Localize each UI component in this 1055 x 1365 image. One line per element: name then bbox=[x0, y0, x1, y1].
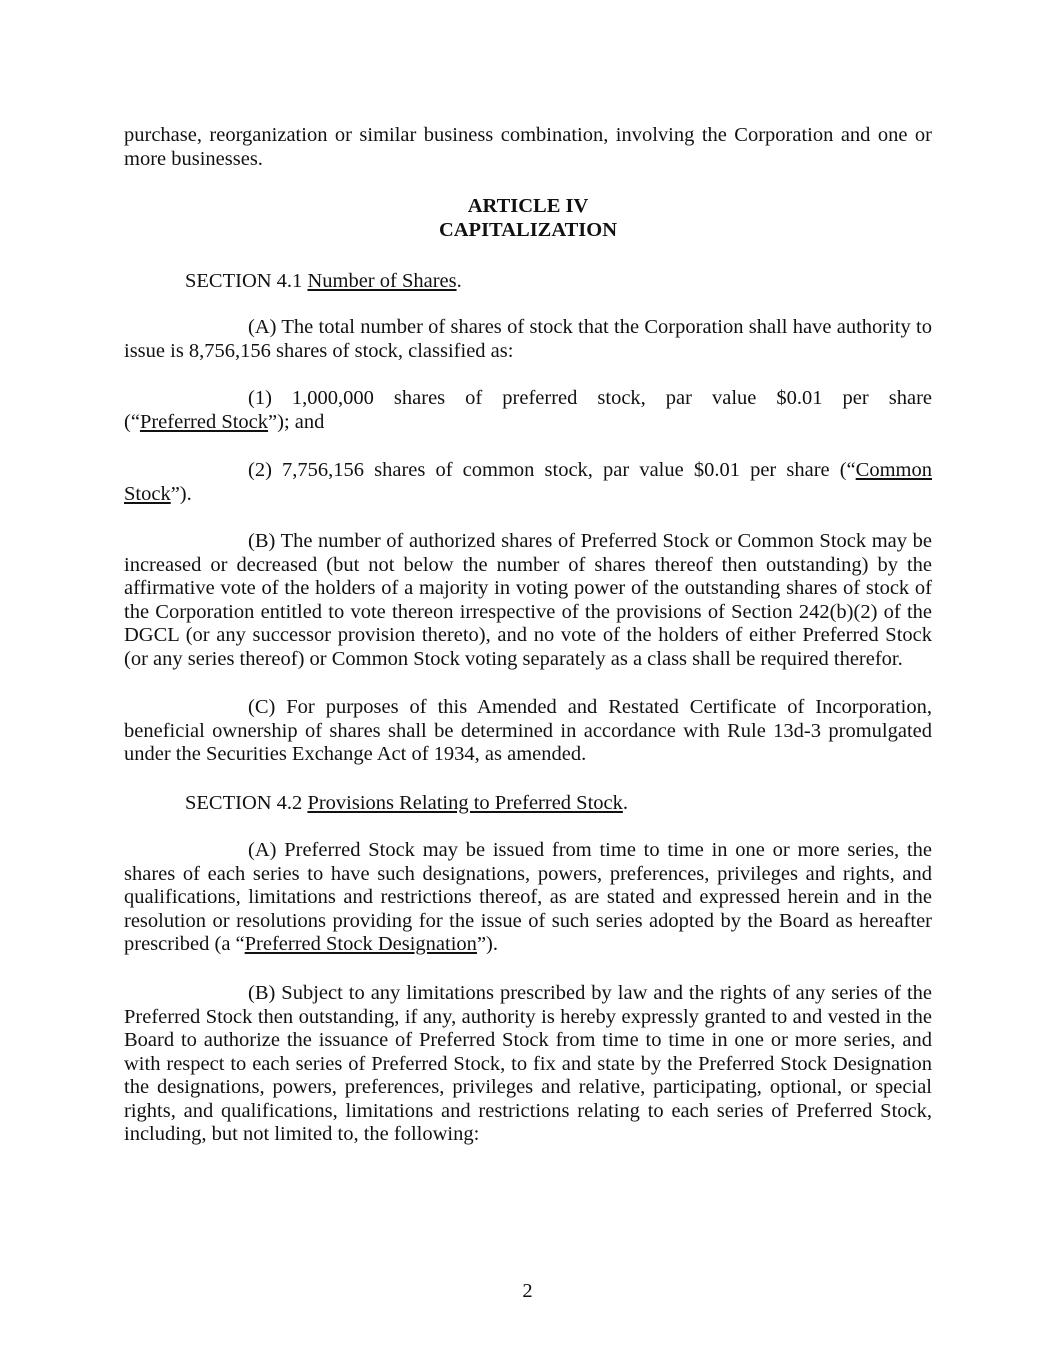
intro-line-1: purchase, reorganization or similar business combination, involving the Corporation and one or bbox=[124, 124, 932, 146]
section-4-1-suffix: . bbox=[456, 270, 462, 292]
list-item-2-close: ”). bbox=[170, 482, 192, 505]
paragraph-4-1-c: (C) For purposes of this Amended and Restated Certificate of Incorporation, beneficial ownership of shares shall be determined in accordance with Rule 13d-3 promulgated under the Securities Exchange Act of 1934, as amended. bbox=[124, 696, 932, 765]
article-title: CAPITALIZATION bbox=[438, 219, 618, 241]
preferred-stock-designation-term: Preferred Stock Designation bbox=[244, 933, 477, 955]
list-item-2-text: (2) 7,756,156 shares of common stock, par value $0.01 per share (“ bbox=[248, 459, 856, 481]
list-item-1-close: ”); and bbox=[268, 410, 325, 433]
paragraph-4-2-a-text: (A) Preferred Stock may be issued from time to time in one or more series, the shares of each series to have such designations, powers, preferences, privileges and rights, and qualifications, limitations and restrictions thereof, as are stated and expressed herein and in the resolution or resolutions providing for the issue of such series adopted by the Board as hereafter prescribed (a “ bbox=[124, 839, 932, 955]
page-number: 2 bbox=[522, 1280, 533, 1302]
common-stock-term-part-2: Stock bbox=[124, 482, 171, 505]
intro-paragraph bbox=[124, 124, 932, 171]
list-item-1-open-quote: (“ bbox=[124, 410, 140, 433]
section-4-2-title: Provisions Relating to Preferred Stock bbox=[307, 792, 623, 814]
section-4-2-heading bbox=[185, 792, 932, 816]
section-4-1-prefix: SECTION 4.1 bbox=[185, 270, 308, 292]
section-4-2-prefix: SECTION 4.2 bbox=[185, 792, 308, 814]
paragraph-4-1-b: (B) The number of authorized shares of Preferred Stock or Common Stock may be increased or decreased (but not below the number of shares thereof then outstanding) by the affirmative vote of the holders of a majority in voting power of the outstanding shares of stock of the Corporation entitled to vote thereon irrespective of the provisions of Section 242(b)(2) of the DGCL (or any successor provision thereto), and no vote of the holders of either Preferred Stock (or any series thereof) or Common Stock voting separately as a class shall be required therefor. bbox=[124, 530, 932, 670]
common-stock-term-part-1: Common bbox=[855, 459, 932, 481]
paragraph-4-1-a: (A) The total number of shares of stock that the Corporation shall have authority to issue is 8,756,156 shares of stock, classified as: bbox=[124, 316, 932, 362]
list-item-common bbox=[124, 459, 932, 506]
intro-line-2: more businesses. bbox=[124, 147, 263, 170]
section-4-1-title: Number of Shares bbox=[307, 270, 457, 292]
paragraph-4-2-a-close: ”). bbox=[476, 933, 498, 955]
paragraph-4-2-b: (B) Subject to any limitations prescribed by law and the rights of any series of the Preferred Stock then outstanding, if any, authority is hereby expressly granted to and vested in the Board to authorize the issuance of Preferred Stock from time to time in one or more series, and with respect to each series of Preferred Stock, to fix and state by the Preferred Stock Designation the designations, powers, preferences, privileges and relative, participating, optional, or special rights, and qualifications, limitations and restrictions relating to each series of Preferred Stock, including, but not limited to, the following: bbox=[124, 982, 932, 1145]
list-item-1-text: (1) 1,000,000 shares of preferred stock, par value $0.01 per share bbox=[248, 387, 932, 409]
list-item-preferred bbox=[124, 387, 932, 434]
paragraph-4-2-a bbox=[124, 839, 932, 957]
section-4-2-suffix: . bbox=[622, 792, 628, 814]
article-number: ARTICLE IV bbox=[467, 195, 589, 217]
preferred-stock-term: Preferred Stock bbox=[139, 410, 269, 433]
section-4-1-heading bbox=[185, 270, 932, 294]
